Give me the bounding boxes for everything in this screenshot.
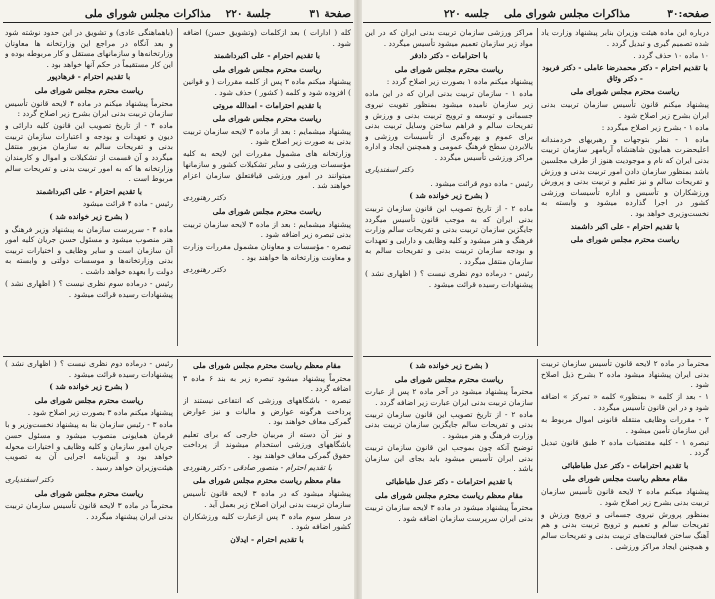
signature-name: دکتر اسفندیاری [5, 474, 54, 484]
column-divider [537, 359, 538, 593]
paragraph: پیشنهاد میکنم ماده ۲ لایحه قانون تأسیس سازمان تربیت بدنی بشرح زیر اصلاح شود . [541, 487, 709, 507]
paragraph: ماده ۴ - از تاریخ تصویب این قانون کلیه دارائی و دیون و تعهدات و بودجه و اعتبارات سازمان تربیت بدنی و تفریحات سالم به سازمان مزبور منتقل میگردد و آن قسمت از تشکیلات و اموال و کارمندان وزارتخانه ها که به امور تربیت بدنی و تفریحات سالم مربوط است . [5, 121, 173, 184]
paragraph: در سطر سوم ماده ۳ پس ازعبارت کلیه ورزشکاران کشور اضافه شود . [183, 511, 351, 532]
paragraph: تبصره ۱ - کلیه مقتضیات ماده ۲ طبق قانون تبدیل گردد . [541, 437, 709, 458]
right-top-section [363, 26, 711, 348]
paragraph: کله ( ادارات ) بعد ازکلمات (وتشویق حسن) اضافه شود . [183, 28, 351, 48]
signature-line: با تقدیم احترام - علی اکبرداشمند [35, 186, 143, 196]
address-heading: ریاست محترم مجلس شورای ملی [570, 87, 680, 97]
paragraph: رئیس - درماده سوم نظری نیست ؟ ( اظهاری نشد ) پیشنهادات رسیده قرائت میشود . [5, 279, 173, 299]
right-page [363, 6, 711, 595]
left-bottom-column-2 [5, 359, 173, 595]
paragraph: تبصره - مؤسسات و معاونان مشمول مقررات وزارت و معاونت وزارتخانه ها خواهند بود . [183, 242, 351, 262]
right-page-title [363, 6, 711, 22]
right-running-title: مذاکرات مجلس شورای ملی [504, 8, 631, 20]
paragraph: محترماً در ماده ۲ لایحه قانون تأسیس سازمان تربیت بدنی ایران پیشنهاد میشود ماده ۲ بشرح ذیل اصلاح شود . [541, 359, 709, 390]
paragraph: رئیس - درماده دوم نظری نیست ؟ ( اظهاری نشد ) پیشنهادات رسیده قرائت میشود . [5, 359, 173, 379]
right-page-number: صفحه:٣٠ [667, 8, 709, 20]
paragraph: درباره این ماده هیئت وزیران بنابر پیشنهاد وزارت یاد شده تصمیم گیری و تبدیل گردد . [541, 28, 709, 48]
signature-line: با احترامات - دکتر دادفر [410, 51, 488, 61]
paragraph: ماده ۲ - از تاریخ تصویب این قانون سازمان تربیت بدنی و تفریحات سالم جایگزین سازمان تربیت بدنی وزارت فرهنگ و هنر میشود . [365, 409, 533, 441]
paragraph: پیشنهاد میشود که در ماده ۳ لایحه قانون تأسیس سازمان تربیت بدنی ایران اصلاح زیر بعمل آید . [183, 489, 351, 509]
paragraph: محترماً پیشنهاد میشود در آخر ماده ۲ پس از عبارت سازمان تربیت بدنی ایران عبارت زیر اضافه گردد . [365, 387, 533, 407]
signature-name: دکتر اسفندیاری [365, 165, 414, 175]
left-page-header [3, 6, 353, 23]
address-heading: ریاست محترم مجلس شورای ملی [34, 395, 144, 405]
paragraph: محترماً پیشنهاد میکنم در ماده ۴ لایحه قانون تأسیس سازمان تربیت بدنی ایران بشرح زیر اصلاح گردد : [5, 98, 173, 119]
right-top-column-1 [541, 28, 709, 348]
left-running-title: مذاکرات مجلس شورای ملی [84, 8, 211, 20]
right-session-number: جلسه ٢٢٠ [443, 8, 490, 20]
paragraph: رئیس - ماده ۴ قرائت میشود [82, 199, 173, 209]
paragraph: تبصره - باشگاههای ورزشی که انتفاعی نیستند از پرداخت هرگونه عوارض و مالیات و نیز عوارض گمرکی معاف خواهند بود . [183, 396, 351, 427]
paragraph: محترماً در ماده ۳ لایحه قانون تأسیس سازمان تربیت بدنی ایران پیشنهاد میگردد . [5, 501, 173, 521]
paragraph: رئیس - درماده دوم نظری نیست ؟ ( اظهاری نشد ) پیشنهادات رسیده قرائت میشود . [365, 268, 533, 289]
left-page-number: صفحة ٣١ [309, 8, 351, 20]
left-page [3, 6, 353, 595]
left-bottom-section [3, 356, 353, 595]
paragraph: و نیز آن دسته از مربیان خارجی که برای تعلیم باشگاههای ورزشی استخدام میشوند از پرداخت حقوق گمرکی معاف خواهند بود . [183, 429, 351, 460]
column-divider [177, 359, 178, 593]
right-bottom-column-1 [541, 359, 709, 595]
paragraph: پیشنهاد میکنم ماده ۱ بصورت زیر اصلاح گردد : [386, 77, 533, 87]
paragraph: پیشنهاد میشمایم : بعد از ماده ۳ لایحه سازمان تربیت بدنی تبصره زیر اضافه شود . [183, 219, 351, 240]
address-heading: ریاست محترم مجلس شورای ملی [212, 114, 322, 124]
address-heading: ریاست محترم مجلس شورای ملی [34, 488, 144, 498]
address-heading: ریاست محترم مجلس شورای ملی [394, 374, 504, 384]
signature-line: با تقدیم احترام - علی اکبر داشمند [570, 221, 680, 231]
paragraph: محترماً پیشنهاد میشود در ماده ۳ لایحه سازمان تربیت بدنی ایران سرپرست سازمان اضافه شود . [365, 503, 533, 523]
address-heading: مقام معظم ریاست محترم مجلس شورای ملی [375, 490, 523, 500]
right-page-header [363, 6, 711, 23]
address-heading: مقام معظم ریاست محترم مجلس شورای ملی [193, 476, 341, 486]
paragraph: ماده ۳ - رئیس سازمان بنا به پیشنهاد نخست‌وزیر و با فرمان همایونی منصوب میشود و مسئول حسن جریان امور سازمان و کلیه وظایف و اختیارات محوله خواهد بود و آیین‌نامه اجرایی آن به تصویب هیئت‌وزیران خواهد رسید . [5, 420, 173, 472]
left-top-column-2 [5, 28, 173, 348]
paragraph: ماده ۱ - نظر بتوجهات و رهبریهای خردمندانه اعلیحضرت همایون شاهنشاه آریامهر سازمان تربیت بدنی ایران که نام و موجودیت هنوز از طرف مجلسین باشد بمنظور سازمان دادن امور تربیت بدنی و ورزش و تفریحات سالم و نیز تعلیم و تربیت بدنی و پرورش ورزشکاران و تأسیس و اداره تأسیسات ورزشی کشور در اجرا گذارده میشود و وابسته به نخست‌وزیری خواهد بود . [541, 134, 709, 218]
signature-line: ( بشرح زیر خوانده شد ) [49, 382, 129, 392]
paragraph: پیشنهاد میشمایم : بعد از ماده ۳ لایحه سازمان تربیت بدنی به صورت زیر اصلاح شود . [183, 126, 351, 147]
signature-line: با تقدیم احترامات - دکتر عدل طباطبائی [385, 476, 513, 486]
book-gutter [354, 0, 362, 599]
address-heading: ریاست محترم مجلس شورای ملی [212, 206, 322, 216]
paragraph: ۱۰ ماده ۱۰ حذف گردد . [633, 50, 709, 60]
signature-line: ( بشرح زیر خوانده شد ) [49, 212, 129, 221]
signature-line: با تقدیم احترامات - امدالله مروتی [212, 100, 322, 110]
paragraph: ۱ - بعد از کلمه « بمنظور» کلمه « تمرکز » اضافه شود و در این قانون تأسیس میگردد . [541, 392, 709, 412]
right-top-column-2 [365, 28, 533, 348]
signature-name: دکتر رهنوردی [183, 193, 226, 203]
paragraph: پیشنهاد میکنم ماده ۳ پس از کلمه مقررات ( و قوانین ) افزوده شود و کلمه ( کشور ) حذف شود . [183, 77, 351, 97]
address-heading: ریاست محترم مجلس شورای ملی [394, 64, 504, 74]
paragraph: ۲ - مقررات وظایف منتقله قانونی اموال مربوط به این سازمان تأمین میشود . [541, 414, 709, 435]
signature-line: ( بشرح زیر خوانده شد ) [409, 191, 489, 201]
paragraph: ماده ۱ - بشرح زیر اصلاح میگردد : [601, 122, 709, 132]
paragraph: وزارتخانه های مشمول مقررات این لایحه به کلیه مؤسسات ورزشی و سایر تشکیلات کشور و سازمانها میتوانند در امور ورزشی قیافتعلق سازمان اعزام خواهند شد . [183, 149, 351, 191]
signature-line: مقام معظم ریاست محترم مجلس شورای ملی [193, 361, 341, 370]
paragraph: رئیس - ماده دوم قرائت میشود . [430, 178, 533, 188]
left-bottom-column-1 [183, 359, 351, 595]
signature-name: با تقدیم احترام - منصور صادقی - دکتر رهنوردی [183, 462, 333, 472]
paragraph: ماده ۱ - سازمان تربیت بدنی ایران که در این ماده زیر سازمان نامیده میشود بمنظور تقویت نیروی جسمانی و توسعه و ترویج تربیت بدنی و ورزش و تفریحات سالم و فراهم ساختن وسایل تربیت بدنی برای عموم و بهره‌گیری از تأسیسات ورزشی و بالابردن سطح فرهنگ عمومی و همچنین ایجاد و اداره مراکز ورزشی تأسیس میگردد . [365, 89, 533, 163]
signature-line: با تقدیم احترام - فرهادپور [47, 72, 131, 82]
paragraph: پیشنهاد میکنم قانون تأسیس سازمان تربیت بدنی ایران بشرح زیر اصلاح شود . [541, 100, 709, 120]
left-top-column-1 [183, 28, 351, 348]
paragraph: ماده ۴ - سرپرست سازمان به پیشنهاد وزیر فرهنگ و هنر منصوب میشود و مسئول حسن جریان کلیه امور آن سازمان است و سایر وظایف و اختیارات تربیت بدنی وزارتخانه‌ها و موسسات دولتی و وابسته به دولت را بعهده خواهد داشت . [5, 224, 173, 276]
right-bottom-column-2 [365, 359, 533, 595]
paragraph: مراکز ورزشی سازمان تربیت بدنی ایران که در این مواد زیر سازمان تعمیم میشود تأسیس میگردد . [365, 28, 533, 48]
signature-line: با تقدیم احترام - علی اکبرداشمند [213, 51, 321, 61]
left-page-title [3, 6, 353, 22]
signature-name: دکتر رهنوردی [183, 264, 226, 274]
left-top-section [3, 26, 353, 348]
paragraph: محترماً پیشنهاد میشود تبصره زیر به بند ۶ ماده ۳ اضافه گردد . [183, 373, 351, 394]
column-divider [537, 28, 538, 346]
signature-line: با تقدیم احترام - ایدلان [230, 534, 304, 544]
paragraph: توضیح آنکه چون بموجب این قانون سازمان تربیت بدنی ایران تأسیس میشود باید بجای این سازمان باشد . [365, 443, 533, 474]
address-heading: ریاست محترم مجلس شورای ملی [570, 235, 680, 245]
address-heading: مقام معظم ریاست مجلس شورای ملی [562, 474, 688, 484]
paragraph: (باهماهنگی عادی) و تشویق در این حدود نوشته شود و بعد آنگاه در مراجع این وزارتخانه ها معاونان وزارتخانه‌ها و سازمانهای مستقل و کار مربوطه بوده و این کار مستقیماً در حکم آنها خواهد بود . [5, 28, 173, 69]
signature-line: ( بشرح زیر خوانده شد ) [409, 361, 489, 370]
paragraph: ماده ۲ - از تاریخ تصویب این قانون سازمان تربیت بدنی ایران که به موجب قانون تأسیس میگردد جایگزین سازمان تربیت بدنی و تفریحات سالم وزارت فرهنگ و هنر میشود و کلیه وظایف و دارایی و تعهدات و بودجه سازمان تربیت بدنی و تفریحات سالم به سازمان منتقل میگردد . [365, 203, 533, 266]
address-heading: ریاست محترم مجلس شورای ملی [34, 85, 144, 95]
address-heading: ریاست محترم مجلس شورای ملی [212, 64, 322, 74]
signature-line: با تقدیم احترامات - دکتر عدل طباطبائی [561, 460, 689, 470]
column-divider [177, 28, 178, 346]
paragraph: بمنظور پرورش نیروی جسمانی و ترویج ورزش و تفریحات سالم و تعمیم و ترویج تربیت بدنی و هم آهنگ ساختن فعالیت‌های تربیت بدنی و تفریحات سالم و همچنین ایجاد مراکز ورزشی . [541, 509, 709, 551]
right-bottom-section [363, 356, 711, 595]
signature-line: با تقدیم احترام - دکتر محمدرضا عاملی - دکتر فربود - دکتر وثاق [542, 63, 708, 83]
paragraph: پیشنهاد میکنم ماده ۳ بصورت زیر اصلاح شود . [27, 408, 173, 418]
left-session-number: جلسة ٢٢٠ [225, 8, 272, 20]
